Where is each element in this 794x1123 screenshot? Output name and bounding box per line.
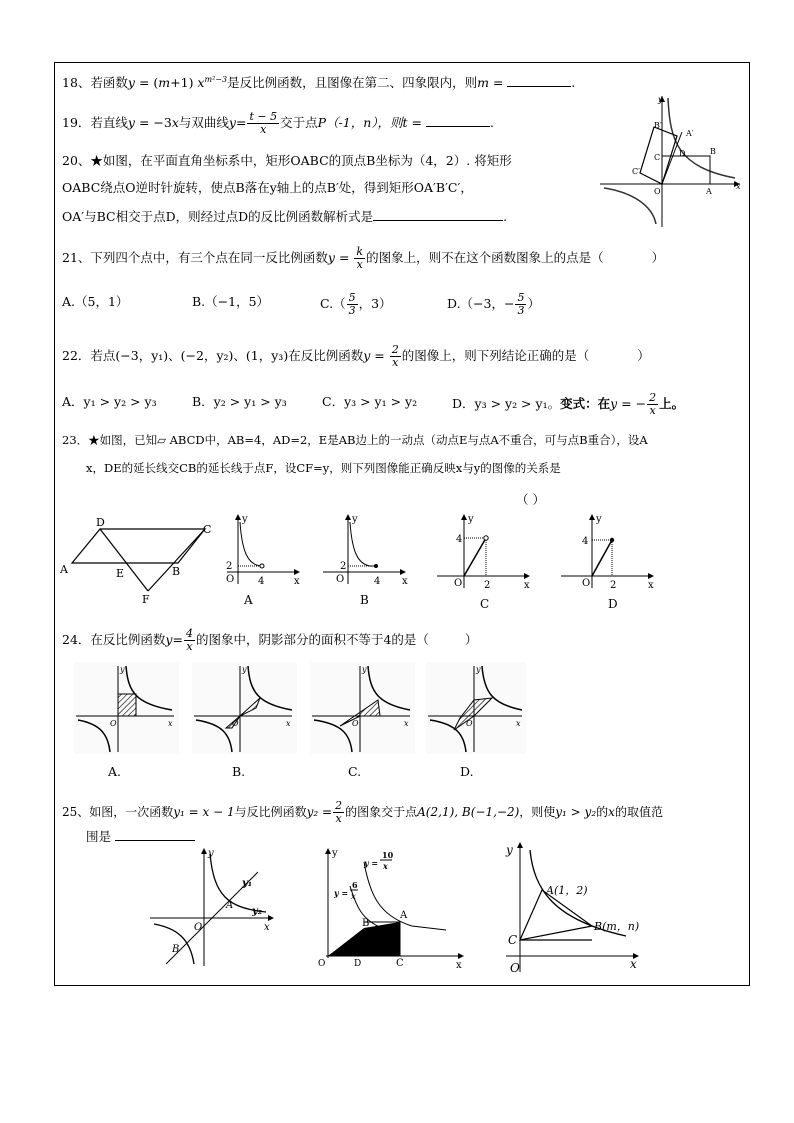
q24-figure-a [74,662,179,754]
q18-number: 18、若函数 [62,75,128,91]
q24-figures [74,662,526,758]
svg-text:A: A [60,563,68,576]
q23-graph-d [556,512,656,612]
svg-text:x: x [351,891,356,901]
q21-option-a[interactable]: A.（5，1） [62,294,129,309]
svg-text:x: x [456,960,462,971]
q18-answer-blank[interactable] [507,74,571,87]
svg-text:x: x [383,861,388,871]
svg-text:C: C [396,958,404,969]
svg-text:O: O [510,961,520,975]
svg-text:x: x [630,957,637,971]
q20-answer-blank[interactable] [373,208,503,221]
svg-text:x: x [402,576,408,587]
q23-graph-c [432,512,532,612]
svg-text:O: O [582,578,591,589]
q18-text: 是反比例函数，且图像在第二、四象限内，则 [227,75,478,91]
svg-text:4: 4 [374,576,381,587]
q23-answer-paren[interactable]: （ ） [516,492,545,507]
svg-text:B(m，n): B(m，n) [594,920,640,933]
svg-text:O: O [466,719,473,728]
q23-graph-a [222,512,312,607]
svg-text:y: y [352,514,358,525]
q25-line2: 围是 [86,828,195,845]
svg-text:D: D [354,959,362,969]
svg-text:x: x [286,719,291,728]
svg-text:B′: B′ [654,121,662,130]
svg-text:x: x [404,719,409,728]
q20-line3: OA′与BC相交于点D，则经过点D的反比例函数解析式是 . [62,209,508,224]
svg-text:B: B [360,593,369,607]
svg-text:2: 2 [340,561,347,572]
svg-text:A: A [400,910,408,921]
question-19: 19．若直线y = −3x与双曲线y= $\frac{t - 5}{x}$ 交于点P（-1，n），则t = . [62,110,494,136]
svg-text:10: 10 [382,850,394,860]
q24-figure-d [426,662,526,754]
q24-label-b[interactable]: B. [232,764,246,779]
q24-label-a[interactable]: A. [108,764,122,779]
svg-text:2: 2 [610,580,617,591]
q22-option-d[interactable]: D．y₃ > y₂ > y₁。变式：在y = − $\frac{2}{x}$ 上。 [452,391,685,417]
svg-text:B: B [172,565,181,578]
svg-text:O: O [226,574,235,585]
svg-text:x: x [264,922,270,933]
svg-text:O: O [352,719,359,728]
question-22: 22．若点(−3，y₁)、(−2，y₂)、(1，y₃)在反比例函数y = $\frac{2}{x}$ 的图像上，则下列结论正确的是（ ） [62,343,650,369]
svg-text:C: C [480,597,490,611]
svg-text:y₂: y₂ [252,906,263,917]
svg-text:D: D [96,516,105,529]
q21-option-b[interactable]: B.（−1，5） [192,294,270,309]
svg-text:x: x [648,580,654,591]
svg-text:C′: C′ [632,167,640,176]
svg-text:A(1，2): A(1，2) [546,884,588,897]
svg-text:C: C [654,153,661,162]
svg-text:y: y [596,514,602,525]
question-18: 18、若函数y = (m+1) $x^{m^2-3}$是反比例函数，且图像在第二、四象限内，则m = . [62,75,576,91]
svg-text:y =: y = [364,858,379,868]
svg-text:O: O [654,187,661,196]
svg-text:D: D [679,149,686,158]
q22-option-c[interactable]: C．y₃ > y₁ > y₂ [322,394,418,409]
svg-text:2: 2 [484,580,491,591]
q24-label-d[interactable]: D. [460,764,474,779]
svg-text:y: y [658,95,663,104]
svg-text:x: x [524,580,530,591]
svg-text:y =: y = [334,888,349,898]
svg-text:y: y [208,848,214,859]
question-25: 25、如图，一次函数y₁ = x − 1与反比例函数y₂ = $\frac{2}{x}$ 的图象交于点A(2,1), B(−1,−2)，则使y₁ > y₂的x的取值范 [62,799,663,825]
svg-text:O: O [318,959,326,969]
question-24: 24．在反比例函数y= $\frac{4}{x}$ 的图象中，阴影部分的面积不等于4的是（ ） [62,627,478,653]
q25-answer-blank[interactable] [115,828,195,841]
svg-text:x: x [516,719,521,728]
svg-text:6: 6 [352,880,358,890]
q25-figure-3 [496,840,646,976]
svg-text:O: O [194,922,203,933]
svg-text:B: B [362,918,370,929]
q23-line2: x，DE的延长线交CB的延长线于点F，设CF=y，则下列图像能正确反映x与y的图像的关系是 [86,461,561,475]
svg-text:C: C [508,933,518,947]
svg-text:B: B [710,147,716,156]
q20-line1: 20、★如图，在平面直角坐标系中，矩形OABC的顶点B坐标为（4，2）. 将矩形 [62,153,512,168]
svg-text:y: y [120,665,125,674]
svg-text:x: x [168,719,173,728]
q25-figure-1 [148,846,278,970]
svg-text:C: C [203,523,212,536]
svg-text:O: O [232,719,239,728]
q23-parallelogram [60,515,220,610]
svg-text:y₁: y₁ [242,878,253,889]
q19-answer-blank[interactable] [426,114,490,127]
svg-text:4: 4 [258,576,265,587]
q22-option-a[interactable]: A．y₁ > y₂ > y₃ [62,394,157,409]
svg-text:A: A [706,187,712,196]
svg-text:4: 4 [582,536,589,547]
svg-text:B: B [172,944,180,955]
svg-text:4: 4 [456,534,463,545]
svg-text:y: y [468,514,474,525]
q24-label-c[interactable]: C. [348,764,362,779]
svg-text:O: O [336,574,345,585]
svg-text:O: O [454,578,463,589]
svg-text:F: F [142,593,150,606]
q20-line2: OABC绕点O逆时针旋转，使点B落在y轴上的点B′处，得到矩形OA′B′C′， [62,180,473,195]
svg-text:y: y [242,514,248,525]
svg-text:D: D [608,597,618,611]
svg-text:y: y [476,665,481,674]
svg-text:x: x [294,576,300,587]
svg-text:y: y [332,848,338,859]
svg-text:y: y [506,843,513,857]
svg-text:2: 2 [226,561,233,572]
svg-text:O: O [110,719,117,728]
q23-graph-b [318,512,408,607]
svg-text:x: x [736,182,741,191]
q24-figure-b [192,662,297,754]
svg-text:y: y [242,665,247,674]
q23-line1: 23．★如图，已知▱ ABCD中，AB=4，AD=2，E是AB边上的一动点（动点E与点A不重合，可与点B重合），设A [62,433,648,447]
q21-option-d[interactable]: D.（−3，− $\frac{5}{3}$ ） [447,291,540,317]
q25-figure-2 [316,846,468,970]
svg-text:y: y [362,665,367,674]
q21-option-c[interactable]: C.（ $\frac{5}{3}$ ，3） [320,291,392,317]
svg-text:E: E [354,950,360,958]
svg-text:E: E [116,567,125,580]
svg-text:A: A [244,593,253,607]
q22-option-b[interactable]: B．y₂ > y₁ > y₃ [192,394,287,409]
q24-figure-c [310,662,415,754]
svg-text:A: A [226,900,234,911]
q19-fraction: $\frac{t - 5}{x}$ [249,110,278,136]
q20-figure [600,92,750,232]
svg-text:A′: A′ [686,129,694,138]
question-21: 21、下列四个点中，有三个点在同一反比例函数y = $\frac{k}{x}$ 的图象上，则不在这个函数图象上的点是（ ） [62,245,665,271]
